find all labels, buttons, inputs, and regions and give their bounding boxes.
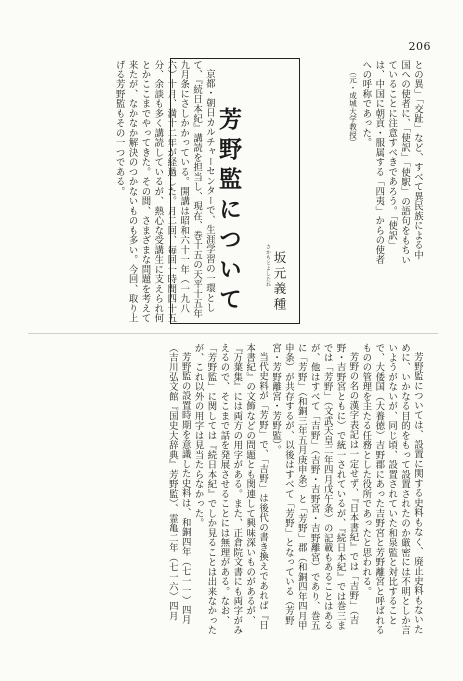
article-body-top-lead xyxy=(34,60,47,325)
article-title: 芳野監について xyxy=(215,107,242,317)
page-number: 206 xyxy=(408,40,431,53)
body-paragraph: 芳野監については、設置に関する史料もなく、廃止史料もないために、いかなる目的をもって設置されたのか厳密には不明としか言いようがないが、同じ頃、設置されていた和泉監と対比することで、大倭国（大養徳）吉野郡にあった吉野宮と芳野離宮と呼ばれるものの管理を主たる任務とした役所であったと思われる。 xyxy=(360,343,423,636)
section-divider xyxy=(28,333,438,334)
previous-author-affiliation: （元・成城大学教授） xyxy=(348,67,358,146)
body-paragraph: 芳野監の設置時期を意識した史料は、和銅四年（七一一）四月（吉川弘文館『国史大辞典』芳野監）、霊亀二年（七一六）四月 xyxy=(166,343,191,626)
body-paragraph: 当代史料が「芳野」で、「吉野」は後代の書き換えであれば『日本書紀』の文飾などの問題とも関連して興味深いものがあるが、『万葉集』には両方の用字がある。また、正倉院文書にも両字がみえるので、そこまで話を発展させることには無理がある。なお、「芳野監」に関しては『続日本紀』でしか見ることは出来なかったが、これ以外の用字は見当たらなかった。 xyxy=(192,343,269,636)
article-intro xyxy=(112,60,215,325)
body-lead xyxy=(34,60,47,325)
article-author: 坂元義種 xyxy=(272,251,287,313)
intro-paragraph: 京都・朝日カルチャーセンターで、生涯学習の一環として、『続日本紀』講読を担当し、現在、巻十五の天平十五年九月条にさしかかっている。開講は昭和六十一年（一九八六）十月、満十二年が経過した。月二回、毎回一時間四十五分、余談も多く講読しているが、熱心な受講生に支えられ何とかここまでやってきた。その間、さまざまな問題を考えて来たが、なかなか解決のつかないものも多い。今回、取り上げる芳野監もその一つである。 xyxy=(113,60,215,323)
article-body xyxy=(165,343,423,638)
previous-article-text: との異」「交趾」など、すべて異民族による中国への使者に、「使訳」「使駅」の語句をもちいていることに注意すべきであろう。「使訳」は、中国に朝貢・服属する「四夷」からの使者への呼称であった。 xyxy=(360,60,423,265)
previous-article-ending xyxy=(346,60,423,268)
author-ruby: さかもとよしたね xyxy=(265,243,271,287)
body-paragraph: 芳野の名の漢字表記は一定せず、『日本書紀』では「吉野」（吉野・吉野宮ともに）で統一されているが、『続日本紀』では巻三までは「芳野」（文武天皇二年四月戊午条）の記載もあることはあるが、他はすべて「吉野」（吉野・吉野宮・吉野離宮）であり、巻五に「芳野」（和銅三年五月庚申条）と「芳野」郡（和銅四年四月甲申条）が共存するが、以後はすべて「芳野」となっている（芳野宮・芳野離宮・芳野監）。 xyxy=(270,343,359,631)
